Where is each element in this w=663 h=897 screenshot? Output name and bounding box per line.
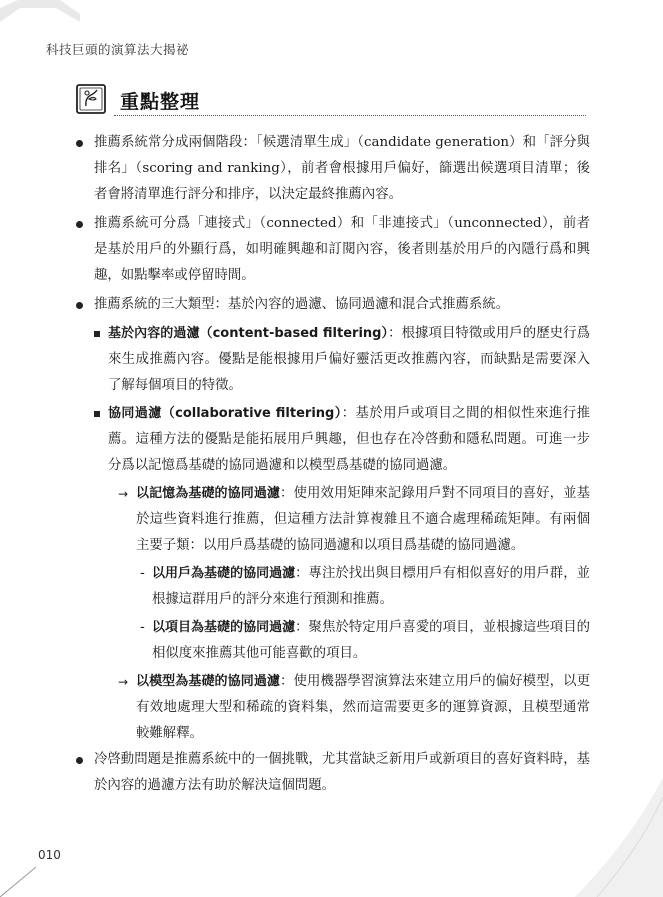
text-collaborative: ：基於用戶或項目之間的相似性來進行推薦。這種方法的優點是能拓展用戶興趣，但也存在冷啓動和隱私問題。可進一步分爲以記憶爲基礎的協同過濾和以模型爲基礎的協同過濾。 [108,406,591,473]
bullet-item-three-types: 推薦系統的三大類型：基於內容的過濾、協同過濾和混合式推薦系統。 [74,292,590,318]
arrow-right-icon: → [118,675,129,689]
page-number: 010 [38,848,61,862]
page-curl-decoration [563,777,663,897]
text-item-based: ：聚焦於特定用戶喜愛的項目，並根據這些項目的相似度來推薦其他可能喜歡的項目。 [152,620,590,661]
term-user-based: 以用戶為基礎的協同過濾 [152,566,296,581]
sub-item-collaborative [74,401,590,479]
bullet-item-stages: 推薦系統常分成兩個階段：「候選清單生成」（candidate generation）和「評分與排名」（scoring and ranking），前者會根據用戶偏好，篩選出候選項目清單；後者會將清單進行評分和排序，以決定最終推薦內容。 [74,130,590,208]
dash-item-item-based [74,615,590,667]
arrow-item-memory-based [74,481,590,559]
section-header [74,82,586,120]
arrow-right-icon: → [118,487,129,501]
arrow-item-model-based [74,669,590,747]
term-memory-based: 以記憶為基礎的協同過濾 [136,486,281,501]
corner-stripe-decoration [0,0,80,40]
corner-line-decoration [0,857,60,897]
book-title: 科技巨頭的演算法大揭祕 [46,42,190,57]
term-model-based: 以模型為基礎的協同過濾 [136,674,281,689]
dash-item-user-based [74,561,590,613]
text-content-based: ：根據項目特徵或用戶的歷史行爲來生成推薦內容。優點是能根據用戶偏好靈活更改推薦內容，而缺點是需要深入了解每個項目的特徵。 [108,326,590,393]
term-content-based: 基於內容的過濾（content-based filtering） [108,326,389,341]
dash-icon: - [140,566,145,581]
bullet-item-cold-start: 冷啓動問題是推薦系統中的一個挑戰，尤其當缺乏新用戶或新項目的喜好資料時，基於內容的過濾方法有助於解決這個問題。 [74,747,590,799]
text-user-based: ：專注於找出與目標用戶有相似喜好的用戶群，並根據這群用戶的評分來進行預測和推薦。 [152,566,590,607]
term-collaborative: 協同過濾（collaborative filtering） [108,406,342,421]
term-item-based: 以項目為基礎的協同過濾 [152,620,296,635]
notes-sprout-icon [74,82,108,116]
sub-item-content-based [74,321,590,399]
text-memory-based: ：使用效用矩陣來記錄用戶對不同項目的喜好，並基於這些資料進行推薦，但這種方法計算複雜且不適合處理稀疏矩陣。有兩個主要子類：以用戶爲基礎的協同過濾和以項目爲基礎的協同過濾。 [136,486,590,553]
dash-icon: - [140,620,145,635]
dotted-divider [114,115,586,116]
bullet-item-connected: 推薦系統可分爲「連接式」（connected）和「非連接式」（unconnected），前者是基於用戶的外顯行爲，如明確興趣和訂閱內容，後者則基於用戶的內隱行爲和興趣，如點擊率或停留時間。 [74,211,590,289]
section-title: 重點整理 [120,91,201,113]
text-model-based: ：使用機器學習演算法來建立用戶的偏好模型，以更有效地處理大型和稀疏的資料集，然而這需要更多的運算資源，且模型通常較難解釋。 [136,674,590,741]
summary-content [74,130,590,802]
